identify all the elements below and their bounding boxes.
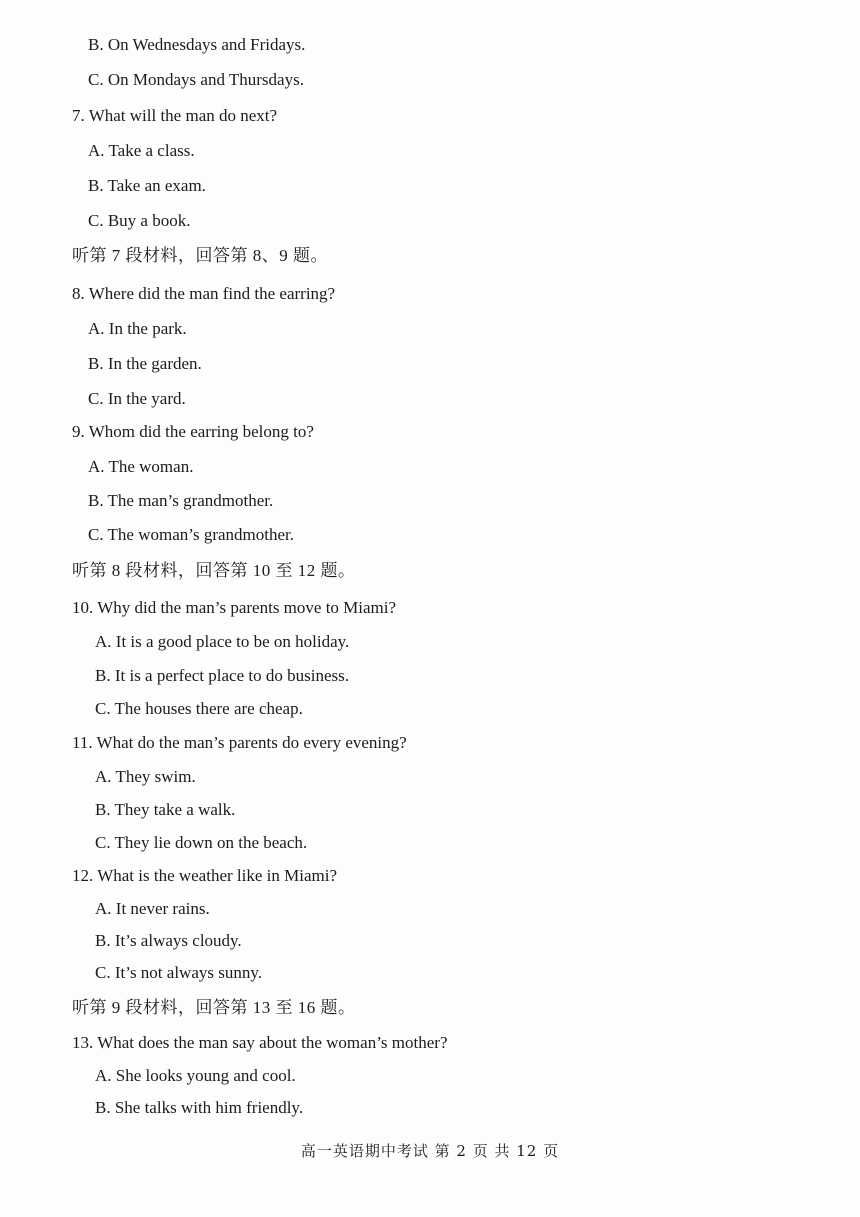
option-12b: B. It’s always cloudy.	[95, 931, 242, 950]
section-heading-9: 听第 9 段材料，回答第 13 至 16 题。	[72, 998, 356, 1017]
option-13b: B. She talks with him friendly.	[95, 1098, 304, 1117]
option-13a: A. She looks young and cool.	[95, 1066, 296, 1085]
option-9a: A. The woman.	[88, 457, 194, 476]
option-6b: B. On Wednesdays and Fridays.	[88, 35, 306, 54]
page-footer: 高一英语期中考试 第 2 页 共 12 页	[300, 1142, 560, 1160]
option-10b: B. It is a perfect place to do business.	[95, 666, 349, 685]
section-heading-8: 听第 8 段材料，回答第 10 至 12 题。	[72, 561, 356, 580]
option-12c: C. It’s not always sunny.	[95, 963, 263, 982]
option-11a: A. They swim.	[95, 767, 196, 786]
option-9b: B. The man’s grandmother.	[88, 491, 274, 510]
section-heading-7: 听第 7 段材料，回答第 8、9 题。	[72, 246, 328, 265]
option-8a: A. In the park.	[88, 319, 187, 338]
option-8b: B. In the garden.	[88, 354, 202, 373]
option-10a: A. It is a good place to be on holiday.	[95, 632, 350, 651]
question-12: 12. What is the weather like in Miami?	[72, 866, 338, 885]
question-8: 8. Where did the man find the earring?	[72, 284, 336, 303]
option-7c: C. Buy a book.	[88, 211, 191, 230]
option-7b: B. Take an exam.	[88, 176, 206, 195]
option-11c: C. They lie down on the beach.	[95, 833, 308, 852]
question-11: 11. What do the man’s parents do every evening?	[72, 733, 407, 752]
option-8c: C. In the yard.	[88, 389, 186, 408]
question-7: 7. What will the man do next?	[72, 106, 278, 125]
option-10c: C. The houses there are cheap.	[95, 699, 303, 718]
question-10: 10. Why did the man’s parents move to Miami?	[72, 598, 397, 617]
option-6c: C. On Mondays and Thursdays.	[88, 70, 304, 89]
option-12a: A. It never rains.	[95, 899, 210, 918]
question-9: 9. Whom did the earring belong to?	[72, 422, 314, 441]
option-7a: A. Take a class.	[88, 141, 195, 160]
option-9c: C. The woman’s grandmother.	[88, 525, 295, 544]
question-13: 13. What does the man say about the woman’s mother?	[72, 1033, 448, 1052]
option-11b: B. They take a walk.	[95, 800, 236, 819]
